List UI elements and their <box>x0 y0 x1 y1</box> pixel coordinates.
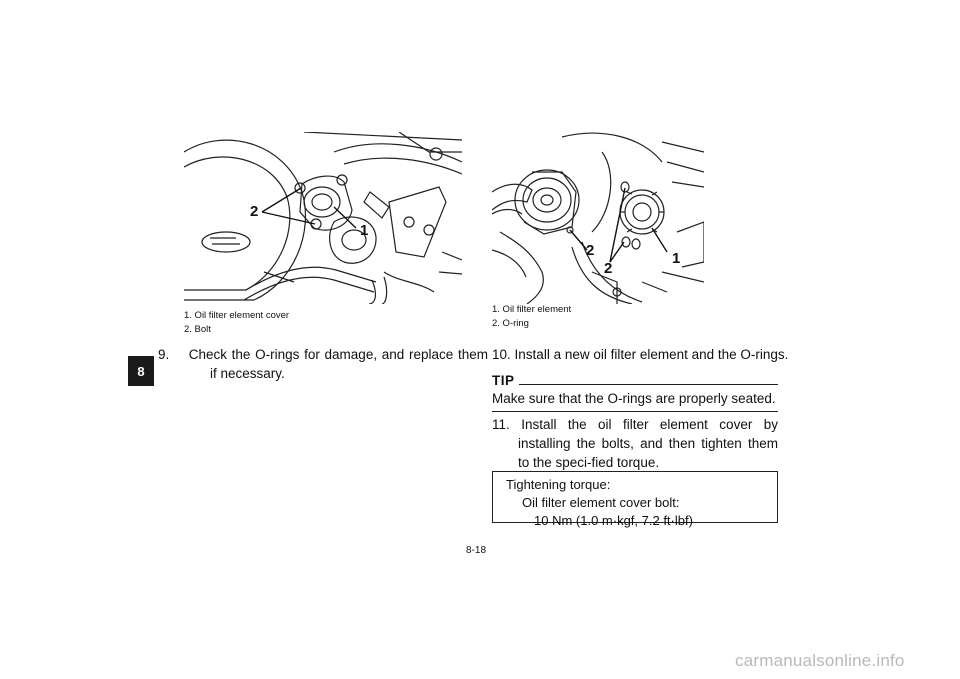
figure-caption-right <box>492 303 571 331</box>
tip-rule-bottom <box>492 411 778 412</box>
page-number: 8-18 <box>466 545 487 556</box>
step-10 <box>492 345 789 364</box>
callout-filter-element: 1 <box>672 250 681 267</box>
watermark: carmanualsonline.info <box>735 651 905 670</box>
chapter-tab <box>128 356 154 386</box>
tip-text: Make sure that the O-rings are properly seated. <box>492 391 776 406</box>
tip-block <box>492 373 778 412</box>
caption-item: 2. Bolt <box>184 324 211 335</box>
callout-cover: 1 <box>360 222 369 239</box>
figure-oil-filter-cover <box>184 132 462 304</box>
chapter-number: 8 <box>137 363 145 379</box>
tip-rule-top <box>519 384 778 385</box>
torque-label: Tightening torque: <box>506 477 611 492</box>
step-text: Check the O-rings for damage, and replace them if necessary. <box>188 347 488 381</box>
caption-item: 1. Oil filter element <box>492 304 572 315</box>
torque-value: 10 Nm (1.0 m·kgf, 7.2 ft·lbf) <box>534 513 693 528</box>
figure-caption-left <box>184 309 289 337</box>
step-number: 10. <box>492 347 511 362</box>
figure-oil-filter-element <box>492 132 704 304</box>
caption-item: 2. O-ring <box>492 318 529 329</box>
callout-bolt: 2 <box>250 203 259 220</box>
callout-oring: 2 <box>604 260 613 277</box>
step-text: Install the oil filter element cover by installing the bolts, and then tighten them to the speci-fied torque. <box>518 417 778 470</box>
torque-item: Oil filter element cover bolt: <box>522 495 680 510</box>
engine-illustration-left <box>184 132 462 304</box>
torque-spec-box <box>492 471 778 528</box>
engine-illustration-right <box>492 132 704 304</box>
step-9: 9. Check the O-rings for damage, and replace them if necessary. <box>158 347 488 381</box>
tip-title: TIP <box>492 373 515 388</box>
step-text: Install a new oil filter element and the O-rings. <box>514 347 789 362</box>
step-11 <box>492 415 778 472</box>
callout-oring: 2 <box>586 242 595 259</box>
step-number: 11. <box>492 417 510 432</box>
caption-item: 1. Oil filter element cover <box>184 310 290 321</box>
